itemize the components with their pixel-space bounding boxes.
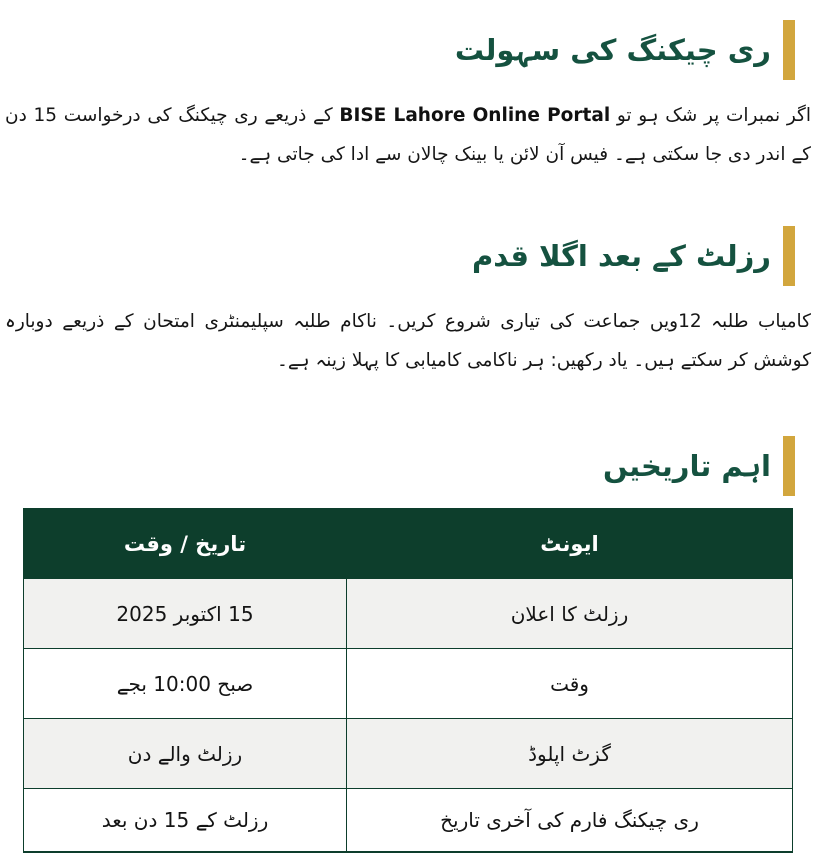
event-cell: گزٹ اپلوڈ [346, 719, 792, 789]
important-dates-heading [0, 436, 795, 496]
gold-accent-bar-icon [783, 436, 795, 496]
rechecking-paragraph-before: اگر نمبرات پر شک ہو تو [610, 105, 811, 126]
event-cell: رزلٹ کا اعلان [346, 579, 792, 649]
next-step-heading-text: رزلٹ کے بعد اگلا قدم [471, 238, 771, 273]
event-cell: ری چیکنگ فارم کی آخری تاریخ [346, 789, 792, 852]
gold-accent-bar-icon [783, 226, 795, 286]
rechecking-heading-text: ری چیکنگ کی سہولت [454, 32, 771, 67]
rechecking-paragraph [5, 96, 811, 174]
datetime-cell: صبح 10:00 بجے [24, 649, 347, 719]
table-header-row [24, 509, 793, 579]
table-row [24, 719, 793, 789]
column-header-datetime: تاریخ / وقت [24, 509, 347, 579]
next-step-heading [0, 226, 795, 286]
rechecking-heading [0, 20, 795, 80]
table-row [24, 579, 793, 649]
datetime-cell: رزلٹ کے 15 دن بعد [24, 789, 347, 852]
column-header-event: ایونٹ [346, 509, 792, 579]
next-step-paragraph: کامیاب طلبہ 12ویں جماعت کی تیاری شروع کریں۔ ناکام طلبہ سپلیمنٹری امتحان کے ذریعے دوبارہ کوشش کر سکتے ہیں۔ یاد رکھیں: ہر ناکامی کامیابی کا پہلا زینہ ہے۔ [5, 311, 811, 371]
rechecking-paragraph-after: کے ذریعے ری چیکنگ کی درخواست 15 دن کے اندر دی جا سکتی ہے۔ فیس آن لائن یا بینک چالان سے ادا کی جاتی ہے۔ [5, 105, 811, 165]
table-row [24, 789, 793, 852]
section-rechecking [0, 20, 816, 174]
datetime-cell: رزلٹ والے دن [24, 719, 347, 789]
table-row [24, 649, 793, 719]
event-cell: وقت [346, 649, 792, 719]
section-next-step [0, 226, 816, 380]
section-important-dates [0, 436, 816, 853]
important-dates-table [23, 508, 793, 853]
portal-name-text: BISE Lahore Online Portal [339, 105, 611, 126]
datetime-cell: 15 اکتوبر 2025 [24, 579, 347, 649]
important-dates-heading-text: اہم تاریخیں [603, 448, 771, 483]
gold-accent-bar-icon [783, 20, 795, 80]
